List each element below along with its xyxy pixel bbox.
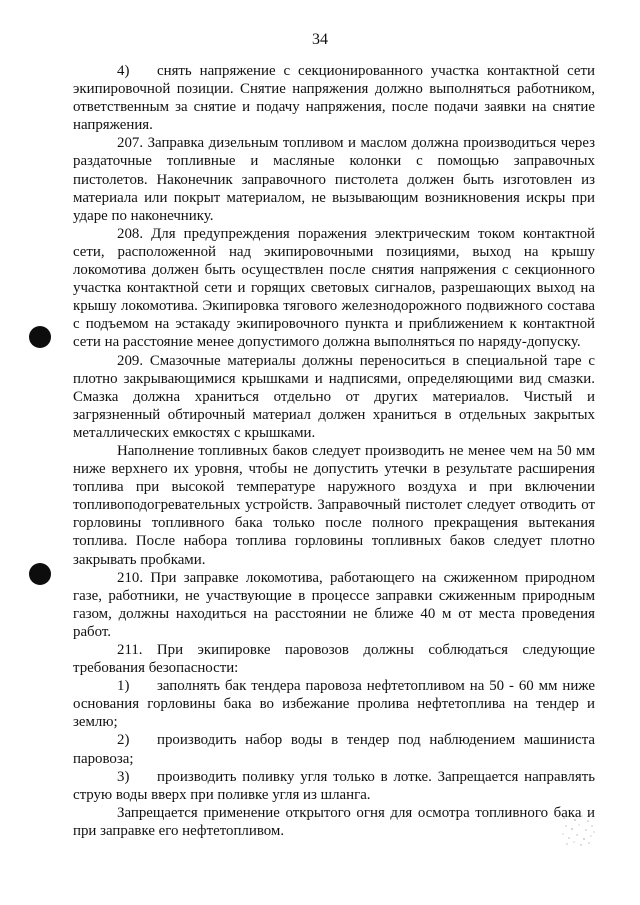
item-text: производить поливку угля только в лотке. Запрещается направлять струю воды вверх при поливке угля из шланга. bbox=[73, 768, 595, 803]
item-text: заполнять бак тендера паровоза нефтетопливом на 50 - 60 мм ниже основания горловины бака во избежание пролива нефтетоплива на тендер и землю; bbox=[73, 678, 595, 731]
paragraph-210: 210. При заправке локомотива, работающего на сжиженном природном газе, работники, не участвующие в процессе заправки сжиженным природным газом, должны находиться на расстоянии не ближе 40 м от места проведения работ. bbox=[73, 569, 595, 640]
paragraph-open-fire: Запрещается применение открытого огня для осмотра топливного бака и при заправке его нефтетопливом. bbox=[73, 804, 595, 839]
item-number: 3) bbox=[117, 768, 130, 785]
paragraph-211: 211. При экипировке паровозов должны соблюдаться следующие требования безопасности: bbox=[73, 642, 595, 677]
item-number: 1) bbox=[117, 678, 130, 695]
punch-hole bbox=[29, 326, 51, 348]
item-text: производить набор воды в тендер под наблюдением машиниста паровоза; bbox=[73, 732, 595, 767]
paragraph-207: 207. Заправка дизельным топливом и маслом должна производиться через раздаточные топливные и масляные колонки с помощью заправочных пистолетов. Наконечник заправочного пистолета должен быть изготовлен из материала или покрыт материалом, не вызывающим возникновения искры при ударе по наконечнику. bbox=[73, 135, 595, 224]
list-item-1 bbox=[73, 677, 595, 731]
page-number: 34 bbox=[312, 31, 328, 48]
list-item-2 bbox=[73, 731, 595, 767]
punch-hole bbox=[29, 563, 51, 585]
paragraph-fuel-tanks: Наполнение топливных баков следует производить не менее чем на 50 мм ниже верхнего их уровня, чтобы не допустить утечки в результате расширения топлива при высокой температуре наружного воздуха и при включении топливоподогревательных устройств. Заправочный пистолет следует отводить от горловины топливного бака только после полного прекращения вытекания топлива. После набора топлива горловины топливных баков следует плотно закрывать пробками. bbox=[73, 442, 595, 568]
item-text: снять напряжение с секционированного участка контактной сети экипировочной позиции. Снятие напряжения должно выполняться работником, ответственным за снятие и подачу напряжения, после подачи заявки на снятие напряжения. bbox=[73, 63, 595, 134]
item-number: 4) bbox=[117, 63, 130, 79]
paragraph-208: 208. Для предупреждения поражения электрическим током контактной сети, расположенной над экипировочными позициями, выход на крышу локомотива должен быть осуществлен после снятия напряжения с секционного участка контактной сети и горящих световых сигналов, разрешающих выход на крышу локомотива. Экипировка тягового железнодорожного подвижного состава с подъемом на эстакаду экипировочного пункта и приближением к контактной сети на расстояние менее допустимого должна выполняться по наряду-допуску. bbox=[73, 225, 595, 351]
paragraph-209: 209. Смазочные материалы должны переноситься в специальной таре с плотно закрывающимися крышками и надписями, определяющими вид смазки. Смазка должна храниться отдельно от других материалов. Чистый и загрязненный обтирочный материал должен храниться в отдельных закрытых металлических емкостях с крышками. bbox=[73, 352, 595, 441]
item-number: 2) bbox=[117, 732, 130, 749]
list-item-3 bbox=[73, 768, 595, 804]
list-item-4 bbox=[73, 62, 595, 134]
document-body bbox=[73, 62, 595, 840]
